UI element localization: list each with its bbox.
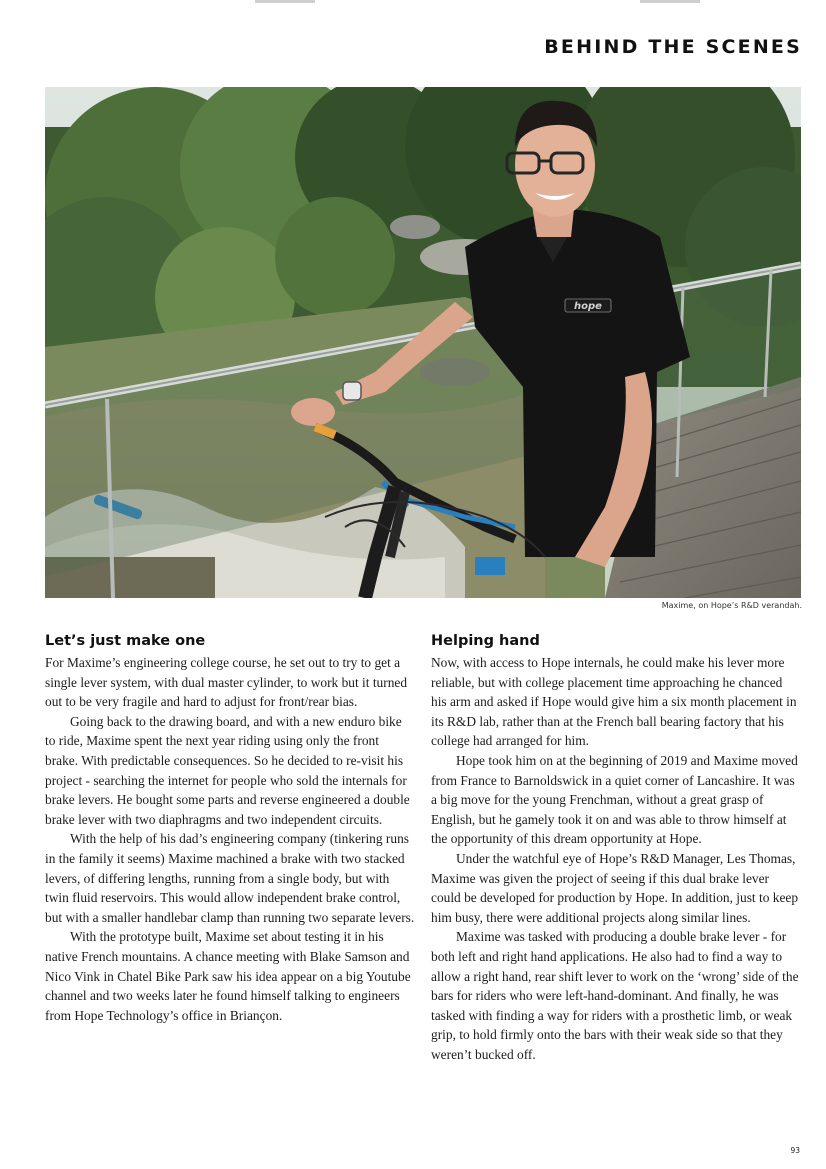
paragraph: With the prototype built, Maxime set about testing it in his native French mountains. A chance meeting with Blake Samson and Nico Vink in Chatel Bike Park saw his idea appear on a big Youtube channel and two weeks later he found himself talking to engineers from Hope Technology’s office in Briançon. (45, 929, 411, 1023)
paragraph: For Maxime’s engineering college course, he set out to try to get a single lever system, with dual master cylinder, to work but it turned out to be very fragile and hard to adjust for front/rear bias. (45, 655, 408, 710)
right-column (431, 630, 801, 1064)
paragraph: Maxime was tasked with producing a double brake lever - for both left and right hand applications. He also had to find a way to allow a right hand, rear shift lever to work on the ‘wrong’ side of the bars for riders who were left-hand-dominant. And finally, he was tasked with finding a way for riders with a prosthetic limb, or weak grip, to hold firmly onto the bars with their weak side so that they weren’t bucked off. (431, 929, 799, 1062)
section-heading: Let’s just make one (45, 633, 206, 649)
section-label: BEHIND THE SCENES (544, 36, 802, 58)
jersey-logo: hope (574, 301, 602, 312)
paragraph: Hope took him on at the beginning of 2019 and Maxime moved from France to Barnoldswick in a quiet corner of Lancashire. It was a big move for the young Frenchman, without a great grasp of English, but he gamely took it on and was able to throw himself at the opportunity of this dream opportunity at Hope. (431, 752, 798, 847)
top-edge-mark (255, 0, 315, 3)
paragraph: Now, with access to Hope internals, he could make his lever more reliable, but with college placement time approaching he chanced his arm and asked if Hope would give him a six month placement in its R&D lab, rather than at the French ball bearing factory that his college had arranged for him. (431, 655, 797, 749)
section-heading: Helping hand (431, 633, 540, 649)
paragraph: With the help of his dad’s engineering company (tinkering runs in the family it seems) Maxime machined a brake with two stacked levers, of differing lengths, running from a single body, but with twin fluid reservoirs. This would allow independent brake control, but with a smaller handlebar clamp than running two separate levers. (45, 831, 415, 925)
left-column (45, 630, 415, 1025)
paragraph: Under the watchful eye of Hope’s R&D Manager, Les Thomas, Maxime was given the project of seeing if this dual brake lever could be developed for production by Hope. In addition, just to keep him busy, there were additional projects along similar lines. (431, 850, 799, 925)
photo-caption: Maxime, on Hope’s R&D verandah. (661, 601, 802, 610)
hero-photo (45, 87, 801, 598)
paragraph: Going back to the drawing board, and with a new enduro bike to ride, Maxime spent the next year riding using only the front brake. With predictable consequences. So he decided to re-visit his project - searching the internet for people who sold the internals for brake levers. He bought some parts and reverse engineered a double brake lever with two diaphragms and two independent circuits. (45, 713, 410, 827)
top-edge-mark (640, 0, 700, 3)
page-number: 93 (790, 1146, 800, 1155)
